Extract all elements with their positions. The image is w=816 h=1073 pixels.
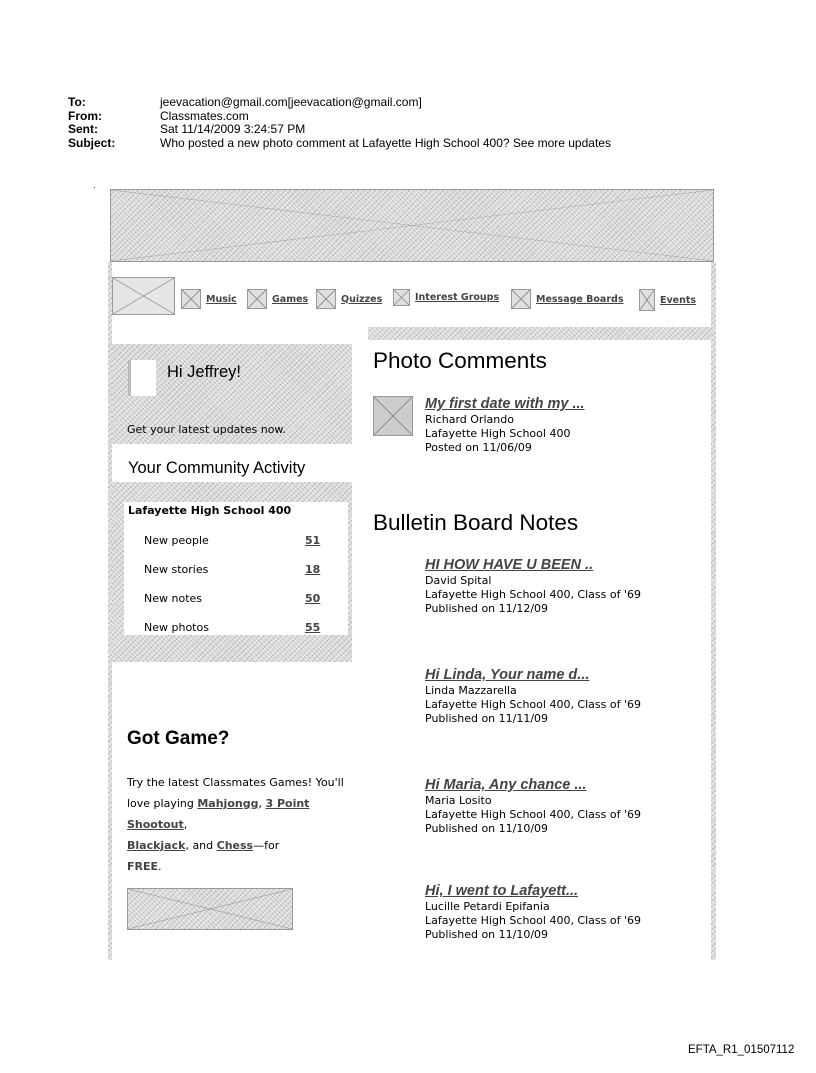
sent-label: Sent: [68, 122, 98, 136]
nav-item-events[interactable] [639, 289, 696, 311]
broken-image-icon [374, 397, 412, 435]
nav-item-message-boards[interactable] [511, 289, 624, 309]
shootout-link[interactable]: 3 Point Shootout [127, 797, 310, 831]
email-header [68, 96, 611, 150]
nav-item-quizzes[interactable] [316, 289, 382, 309]
note-author: David Spital [425, 574, 492, 587]
blackjack-link[interactable]: Blackjack [127, 839, 186, 852]
got-game-text [127, 772, 352, 877]
note-title-link[interactable]: Hi Maria, Any chance ... [425, 777, 587, 793]
sent-value: Sat 11/14/2009 3:24:57 PM [160, 122, 306, 136]
separator: , [183, 818, 188, 831]
community-activity-box [124, 502, 348, 635]
from-value: Classmates.com [160, 108, 249, 123]
broken-image-icon [128, 889, 292, 929]
activity-count-link[interactable]: 51 [305, 534, 321, 547]
photo-comment-school: Lafayette High School 400 [425, 427, 571, 440]
broken-image-icon [111, 190, 713, 261]
free-text: FREE [127, 860, 159, 873]
chess-link[interactable]: Chess [216, 839, 254, 852]
stray-dot [94, 187, 95, 188]
note-title-link[interactable]: Hi, I went to Lafayett... [425, 883, 579, 899]
got-game-heading: Got Game? [127, 728, 230, 749]
photo-comment-date: Posted on 11/06/09 [425, 441, 532, 454]
nav-divider-strip [368, 327, 712, 340]
bulletin-note [425, 557, 641, 616]
photo-comments-heading: Photo Comments [373, 348, 547, 373]
banner-image-placeholder [110, 189, 714, 262]
note-date: Published on 11/12/09 [425, 602, 549, 615]
greeting-text: Hi Jeffrey! [167, 363, 241, 381]
activity-label: New notes [144, 592, 203, 605]
nav-link-quizzes[interactable]: Quizzes [341, 293, 383, 305]
note-author: Linda Mazzarella [425, 684, 517, 697]
note-school: Lafayette High School 400, Class of '69 [425, 588, 641, 601]
frame-right-bar [711, 262, 716, 960]
school-name: Lafayette High School 400 [128, 504, 292, 517]
nav-link-interest-groups[interactable]: Interest Groups [415, 292, 500, 303]
activity-label: New photos [144, 621, 209, 634]
to-value: jeevacation@gmail.com[jeevacation@gmail.com] [160, 95, 422, 109]
bulletin-note [425, 667, 641, 726]
game-intro: Try the latest Classmates Games! You'll love playing [127, 776, 344, 810]
from-label: From: [68, 108, 102, 123]
note-school: Lafayette High School 400, Class of '69 [425, 698, 641, 711]
avatar-placeholder [128, 360, 156, 396]
nav-link-music[interactable]: Music [206, 293, 237, 305]
photo-comment-author: Richard Orlando [425, 413, 514, 426]
broken-image-icon [113, 278, 174, 314]
separator: , and [185, 839, 217, 852]
nav-item-interest-groups[interactable] [393, 289, 499, 306]
photo-comment-entry [425, 396, 585, 455]
activity-count-link[interactable]: 55 [305, 621, 321, 634]
activity-count-link[interactable]: 18 [305, 563, 321, 576]
games-icon [247, 289, 267, 309]
to-label: To: [68, 95, 86, 109]
note-title-link[interactable]: Hi Linda, Your name d... [425, 667, 590, 683]
interest-groups-icon [393, 289, 410, 306]
note-school: Lafayette High School 400, Class of '69 [425, 914, 641, 927]
message-boards-icon [511, 289, 531, 309]
separator: —for [253, 839, 280, 852]
activity-label: New people [144, 534, 209, 547]
activity-count-link[interactable]: 50 [305, 592, 321, 605]
nav-item-music[interactable] [181, 289, 237, 309]
quizzes-icon [316, 289, 336, 309]
nav-link-events[interactable]: Events [660, 294, 697, 306]
nav-link-games[interactable]: Games [272, 293, 309, 305]
document-id: EFTA_R1_01507112 [688, 1044, 795, 1056]
separator: , [258, 797, 266, 810]
note-date: Published on 11/11/09 [425, 712, 549, 725]
game-image-placeholder[interactable] [127, 888, 293, 930]
nav-bar [112, 277, 712, 317]
photo-comment-title-link[interactable]: My first date with my ... [425, 396, 585, 412]
note-date: Published on 11/10/09 [425, 822, 549, 835]
bulletin-heading: Bulletin Board Notes [373, 510, 579, 535]
activity-label: New stories [144, 563, 209, 576]
note-school: Lafayette High School 400, Class of '69 [425, 808, 641, 821]
photo-thumbnail[interactable] [373, 396, 413, 436]
note-title-link[interactable]: HI HOW HAVE U BEEN .. [425, 557, 594, 573]
separator: . [158, 860, 162, 873]
community-heading: Your Community Activity [128, 459, 306, 477]
mahjongg-link[interactable]: Mahjongg [197, 797, 259, 810]
music-icon [181, 289, 201, 309]
nav-item-games[interactable] [247, 289, 308, 309]
note-author: Lucille Petardi Epifania [425, 900, 550, 913]
events-icon [639, 289, 655, 311]
bulletin-note [425, 883, 641, 942]
nav-link-message-boards[interactable]: Message Boards [536, 293, 624, 305]
note-date: Published on 11/10/09 [425, 928, 549, 941]
logo-placeholder [112, 277, 175, 315]
subject-value: Who posted a new photo comment at Lafayette High School 400? See more updates [160, 135, 611, 150]
note-author: Maria Losito [425, 794, 492, 807]
subject-label: Subject: [68, 135, 116, 150]
updates-text: Get your latest updates now. [127, 423, 286, 436]
bulletin-note [425, 777, 641, 836]
